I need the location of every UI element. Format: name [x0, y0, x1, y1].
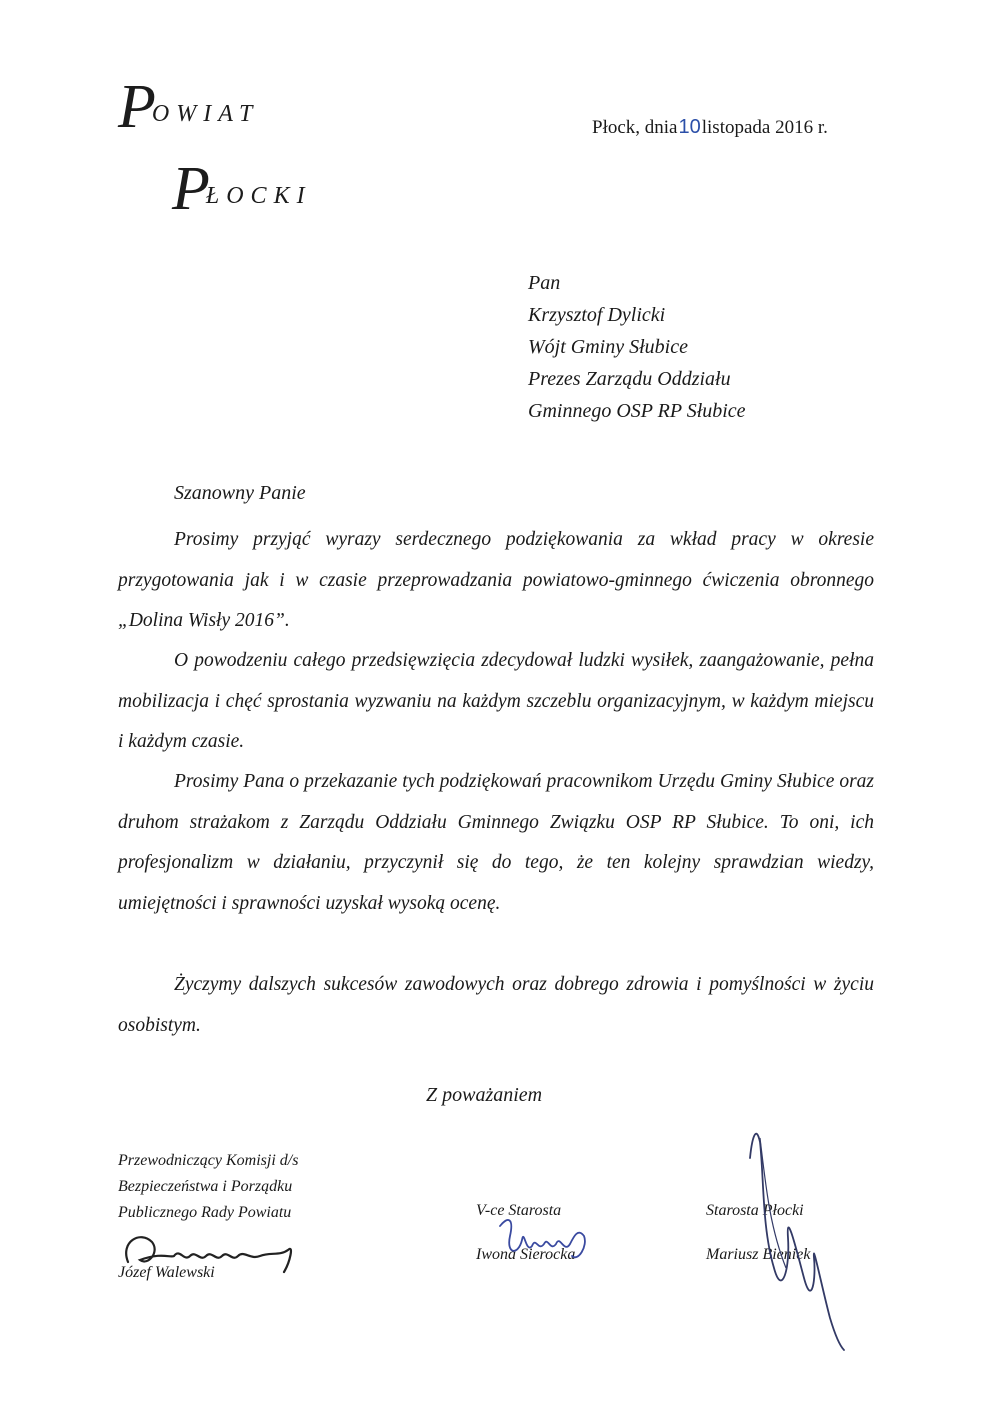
date-prefix: Płock, dnia [592, 117, 678, 138]
body-paragraph: Prosimy Pana o przekazanie tych podziękowań pracownikom Urzędu Gminy Słubice oraz druhom strażakom z Zarządu Oddziału Gminnego Związku OSP RP Słubice. To oni, ich profesjonalizm w działaniu, przyczynił się do tego, że ten kolejny sprawdzian wiedzy, umiejętności i sprawności uzyskał wysoką ocenę. [118, 771, 874, 914]
addressee-block [528, 267, 746, 427]
signatory-title-line: Przewodniczący Komisji d/s [118, 1152, 299, 1169]
salutation: Szanowny Panie [174, 482, 306, 504]
addressee-line: Wójt Gminy Słubice [528, 336, 688, 358]
addressee-line: Pan [528, 272, 561, 294]
signatory-title-line: Bezpieczeństwa i Porządku [118, 1178, 293, 1195]
signatory-title: V-ce Starosta [476, 1202, 562, 1219]
signatory-title: Starosta Płocki [706, 1202, 804, 1219]
signatory-name: Mariusz Bieniek [706, 1246, 811, 1263]
letterhead-word: ŁOCKI [205, 183, 312, 209]
signatory-right [706, 1198, 810, 1268]
signatory-middle [476, 1198, 575, 1268]
letterhead-word: OWIAT [151, 101, 260, 127]
signatory-title-line: Publicznego Rady Powiatu [118, 1204, 292, 1221]
closing: Z poważaniem [426, 1084, 543, 1106]
date-day-handwritten: 10 [678, 116, 701, 138]
letterhead-line-plocki [172, 155, 312, 223]
addressee-line: Prezes Zarządu Oddziału [528, 368, 731, 390]
date-suffix: listopada 2016 r. [701, 117, 828, 138]
signatory-name: Józef Walewski [118, 1264, 215, 1281]
addressee-line: Gminnego OSP RP Słubice [528, 400, 746, 422]
signatory-name: Iwona Sierocka [476, 1246, 576, 1263]
letterhead-initial: P [172, 155, 210, 223]
letterhead-initial: P [118, 73, 156, 141]
body-paragraph: Prosimy przyjąć wyrazy serdecznego podziękowania za wkład pracy w okresie przygotowania jak i w czasie przeprowadzania powiatowo-gminnego ćwiczenia obronnego „Dolina Wisły 2016”. [118, 529, 874, 631]
letterhead-line-powiat [118, 73, 260, 141]
date-line [592, 116, 828, 139]
signatory-left [118, 1148, 298, 1286]
body-paragraph: O powodzeniu całego przedsięwzięcia zdecydował ludzki wysiłek, zaangażowanie, pełna mobilizacja i chęć sprostania wyzwaniu na każdym szczeblu organizacyjnym, w każdym miejscu i każdym czasie. [118, 650, 874, 752]
addressee-line: Krzysztof Dylicki [528, 304, 666, 326]
body-paragraph: Życzymy dalszych sukcesów zawodowych oraz dobrego zdrowia i pomyślności w życiu osobistym. [118, 974, 874, 1036]
